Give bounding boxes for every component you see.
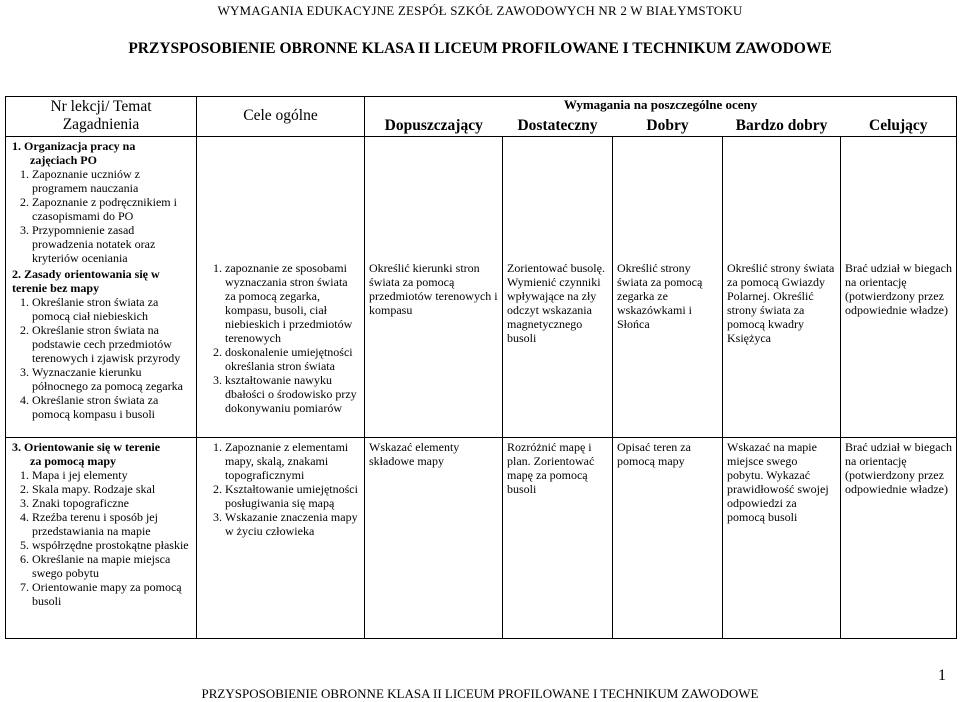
- header-goals: Cele ogólne: [197, 97, 365, 137]
- lesson-cell-1-2: [6, 137, 197, 438]
- header-lesson-line2: Zagadnienia: [62, 116, 140, 133]
- document-header: WYMAGANIA EDUKACYJNE ZESPÓŁ SZKÓŁ ZAWODOWYCH NR 2 W BIAŁYMSTOKU: [217, 3, 743, 18]
- list-item: 1. Zapoznanie z elementami mapy, skalą, znakami topograficznymi: [225, 440, 360, 482]
- grade-dobry-cell-2: Określić strony świata za pomocą zegarka ze wskazówkami i Słońca: [613, 137, 723, 438]
- list-item: 3. Wskazanie znaczenia mapy w życiu człowieka: [225, 510, 360, 538]
- list-item: 5. współrzędne prostokątne płaskie: [32, 538, 192, 552]
- list-item: 2. Skala mapy. Rodzaje skal: [32, 482, 192, 496]
- section-items: [10, 468, 192, 608]
- section-items: [10, 295, 192, 421]
- list-item: 3. Wyznaczanie kierunku północnego za pomocą zegarka: [32, 365, 192, 393]
- header-lesson-line1: Nr lekcji/ Temat: [50, 98, 152, 115]
- list-item: 7. Orientowanie mapy za pomocą busoli: [32, 580, 192, 608]
- document-title: PRZYSPOSOBIENIE OBRONNE KLASA II LICEUM PROFILOWANE I TECHNIKUM ZAWODOWE: [128, 40, 832, 57]
- section-title: 3. Orientowanie się w terenie za pomocą mapy: [12, 440, 161, 468]
- grade-dostateczny-cell-3: Rozróżnić mapę i plan. Zorientować mapę za pomocą busoli: [503, 438, 613, 639]
- grade-dopuszczajacy-cell-2: Określić kierunki stron świata za pomocą przedmiotów terenowych i kompasu: [365, 137, 503, 438]
- section-title: 1. Organizacja pracy na zajęciach PO: [12, 139, 136, 167]
- list-item: 2. Zapoznanie z podręcznikiem i czasopismami do PO: [32, 195, 192, 223]
- list-item: 2. Kształtowanie umiejętności posługiwania się mapą: [225, 482, 360, 510]
- grade-bardzo-dobry-cell-2: Określić strony świata za pomocą Gwiazdy Polarnej. Określić strony świata za pomocą kwadry Księżyca: [723, 137, 841, 438]
- header-grade-dopuszczajacy: Dopuszczający: [365, 115, 503, 137]
- grade-dopuszczajacy-cell-3: Wskazać elementy składowe mapy: [365, 438, 503, 639]
- header-grade-bardzo-dobry: Bardzo dobry: [723, 115, 841, 137]
- document-footer: PRZYSPOSOBIENIE OBRONNE KLASA II LICEUM PROFILOWANE I TECHNIKUM ZAWODOWE: [201, 686, 759, 701]
- list-item: 2. Określanie stron świata na podstawie cech przedmiotów terenowych i zjawisk przyrody: [32, 323, 192, 365]
- header-requirements: Wymagania na poszczególne oceny: [365, 97, 957, 115]
- list-item: 1. Mapa i jej elementy: [32, 468, 192, 482]
- header-grade-celujacy: Celujący: [841, 115, 957, 137]
- requirements-table: [5, 96, 957, 639]
- goals-cell-2: [197, 137, 365, 438]
- grade-dostateczny-cell-2: Zorientować busolę. Wymienić czynniki wpływające na zły odczyt wskazania magnetycznego busoli: [503, 137, 613, 438]
- header-grade-dostateczny: Dostateczny: [503, 115, 613, 137]
- list-item: 3. Przypomnienie zasad prowadzenia notatek oraz kryteriów oceniania: [32, 223, 192, 265]
- list-item: 1. zapoznanie ze sposobami wyznaczania stron świata za pomocą zegarka, kompasu, busoli, ciał niebieskich i przedmiotów terenowych: [225, 261, 360, 345]
- section-items: [10, 167, 192, 265]
- list-item: 4. Rzeźba terenu i sposób jej przedstawiania na mapie: [32, 510, 192, 538]
- section-title: 2. Zasady orientowania się w terenie bez mapy: [12, 267, 160, 295]
- goals-list: [201, 440, 360, 538]
- page-number: 1: [938, 667, 946, 684]
- list-item: 1. Zapoznanie uczniów z programem nauczania: [32, 167, 192, 195]
- grade-dobry-cell-3: Opisać teren za pomocą mapy: [613, 438, 723, 639]
- list-item: 4. Określanie stron świata za pomocą kompasu i busoli: [32, 393, 192, 421]
- goals-cell-3: [197, 438, 365, 639]
- list-item: 1. Określanie stron świata za pomocą ciał niebieskich: [32, 295, 192, 323]
- list-item: 3. kształtowanie nawyku dbałości o środowisko przy dokonywaniu pomiarów: [225, 373, 360, 415]
- grade-celujacy-cell-2: Brać udział w biegach na orientację (potwierdzony przez odpowiednie władze): [841, 137, 957, 438]
- list-item: 6. Określanie na mapie miejsca swego pobytu: [32, 552, 192, 580]
- header-lesson: [6, 97, 197, 137]
- grade-bardzo-dobry-cell-3: Wskazać na mapie miejsce swego pobytu. Wykazać prawidłowość swojej odpowiedzi za pomocą busoli: [723, 438, 841, 639]
- list-item: 3. Znaki topograficzne: [32, 496, 192, 510]
- goals-list: [201, 261, 360, 415]
- lesson-cell-3: [6, 438, 197, 639]
- header-grade-dobry: Dobry: [613, 115, 723, 137]
- list-item: 2. doskonalenie umiejętności określania stron świata: [225, 345, 360, 373]
- grade-celujacy-cell-3: Brać udział w biegach na orientację (potwierdzony przez odpowiednie władze): [841, 438, 957, 639]
